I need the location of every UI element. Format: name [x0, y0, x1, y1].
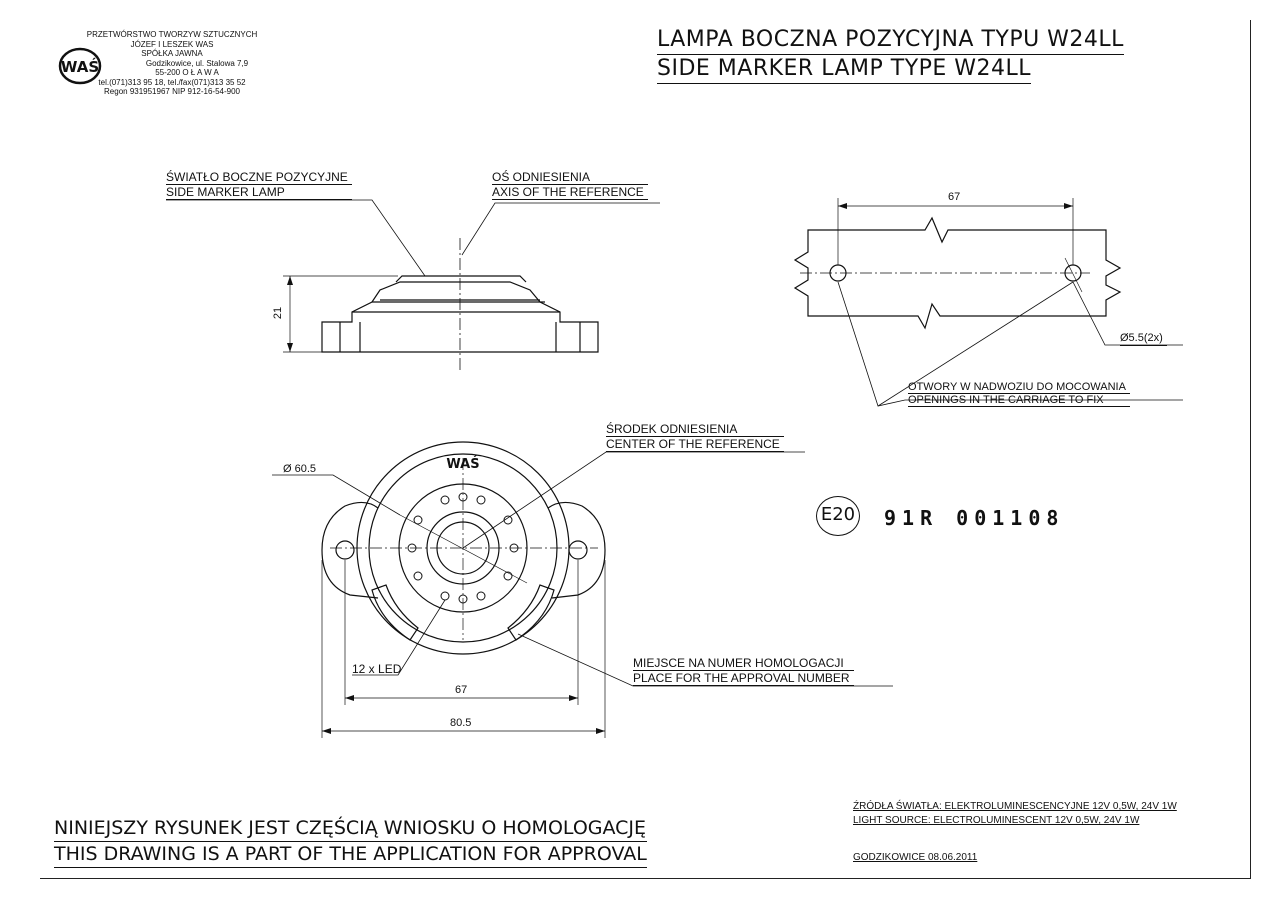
label-led-count: 12 x LED	[352, 662, 402, 676]
label-openings-pl: OTWORY W NADWOZIU DO MOCOWANIA	[908, 381, 1130, 394]
statement-en: THIS DRAWING IS A PART OF THE APPLICATION FOR APPROVAL	[54, 842, 647, 868]
side-view	[166, 200, 660, 370]
approval-number: 91R 001108	[884, 506, 1065, 530]
dim-diameter: Ø 60.5	[283, 463, 317, 475]
front-brand: WAŚ	[446, 457, 480, 472]
company-line: 55-200 O Ł A W A	[155, 68, 219, 77]
label-approval-place	[633, 656, 854, 686]
company-line: SPÓŁKA JAWNA	[141, 49, 203, 58]
label-side-marker-pl: ŚWIATŁO BOCZNE POZYCYJNE	[166, 170, 352, 185]
label-axis-en: AXIS OF THE REFERENCE	[492, 185, 648, 200]
svg-text:WAŚ: WAŚ	[60, 58, 100, 76]
company-line: Godzikowice, ul. Stalowa 7,9	[145, 58, 249, 68]
label-axis-reference	[492, 170, 648, 200]
mounting-view	[795, 198, 1183, 406]
dim-hole-diameter-text: Ø5.5(2x)	[1120, 331, 1167, 346]
company-line: tel.(071)313 95 18, tel./fax(071)313 35 52	[98, 77, 246, 87]
company-line: PRZETWÓRSTWO TWORZYW SZTUCZNYCH	[86, 30, 258, 39]
e-mark-circle: E20	[816, 496, 860, 536]
dim-hole-spacing: 67	[948, 191, 961, 203]
company-line: JÓZEF I LESZEK WAS	[130, 39, 214, 49]
dim-height: 21	[272, 306, 285, 320]
application-statement	[54, 816, 647, 868]
light-source-en: LIGHT SOURCE: ELECTROLUMINESCENT 12V 0,5W, 24V 1W	[853, 815, 1140, 826]
label-openings	[908, 381, 1130, 407]
title-en: SIDE MARKER LAMP TYPE W24LL	[657, 55, 1031, 84]
label-center-reference	[606, 422, 784, 452]
dim-width-inner: 67	[455, 684, 468, 696]
label-center-pl: ŚRODEK ODNIESIENIA	[606, 422, 784, 437]
label-side-marker-en: SIDE MARKER LAMP	[166, 185, 352, 200]
label-side-marker	[166, 170, 352, 200]
label-openings-en: OPENINGS IN THE CARRIAGE TO FIX	[908, 394, 1130, 407]
light-source-pl: ŹRÓDŁA ŚWIATŁA: ELEKTROLUMINESCENCYJNE 12V 0,5W, 24V 1W	[853, 801, 1177, 812]
front-view	[272, 442, 893, 738]
drawing-date: GODZIKOWICE 08.06.2011	[853, 852, 978, 863]
label-center-en: CENTER OF THE REFERENCE	[606, 437, 784, 452]
title-pl: LAMPA BOCZNA POZYCYJNA TYPU W24LL	[657, 26, 1124, 55]
label-approval-en: PLACE FOR THE APPROVAL NUMBER	[633, 671, 854, 686]
dim-hole-diameter	[1120, 331, 1167, 346]
label-axis-pl: OŚ ODNIESIENIA	[492, 170, 648, 185]
company-line: Regon 931951967 NIP 912-16-54-900	[104, 87, 240, 96]
dim-width-outer: 80.5	[450, 717, 472, 729]
light-source-info	[853, 800, 1177, 828]
statement-pl: NINIEJSZY RYSUNEK JEST CZĘŚCIĄ WNIOSKU O HOMOLOGACJĘ	[54, 816, 647, 842]
label-approval-pl: MIEJSCE NA NUMER HOMOLOGACJI	[633, 656, 854, 671]
